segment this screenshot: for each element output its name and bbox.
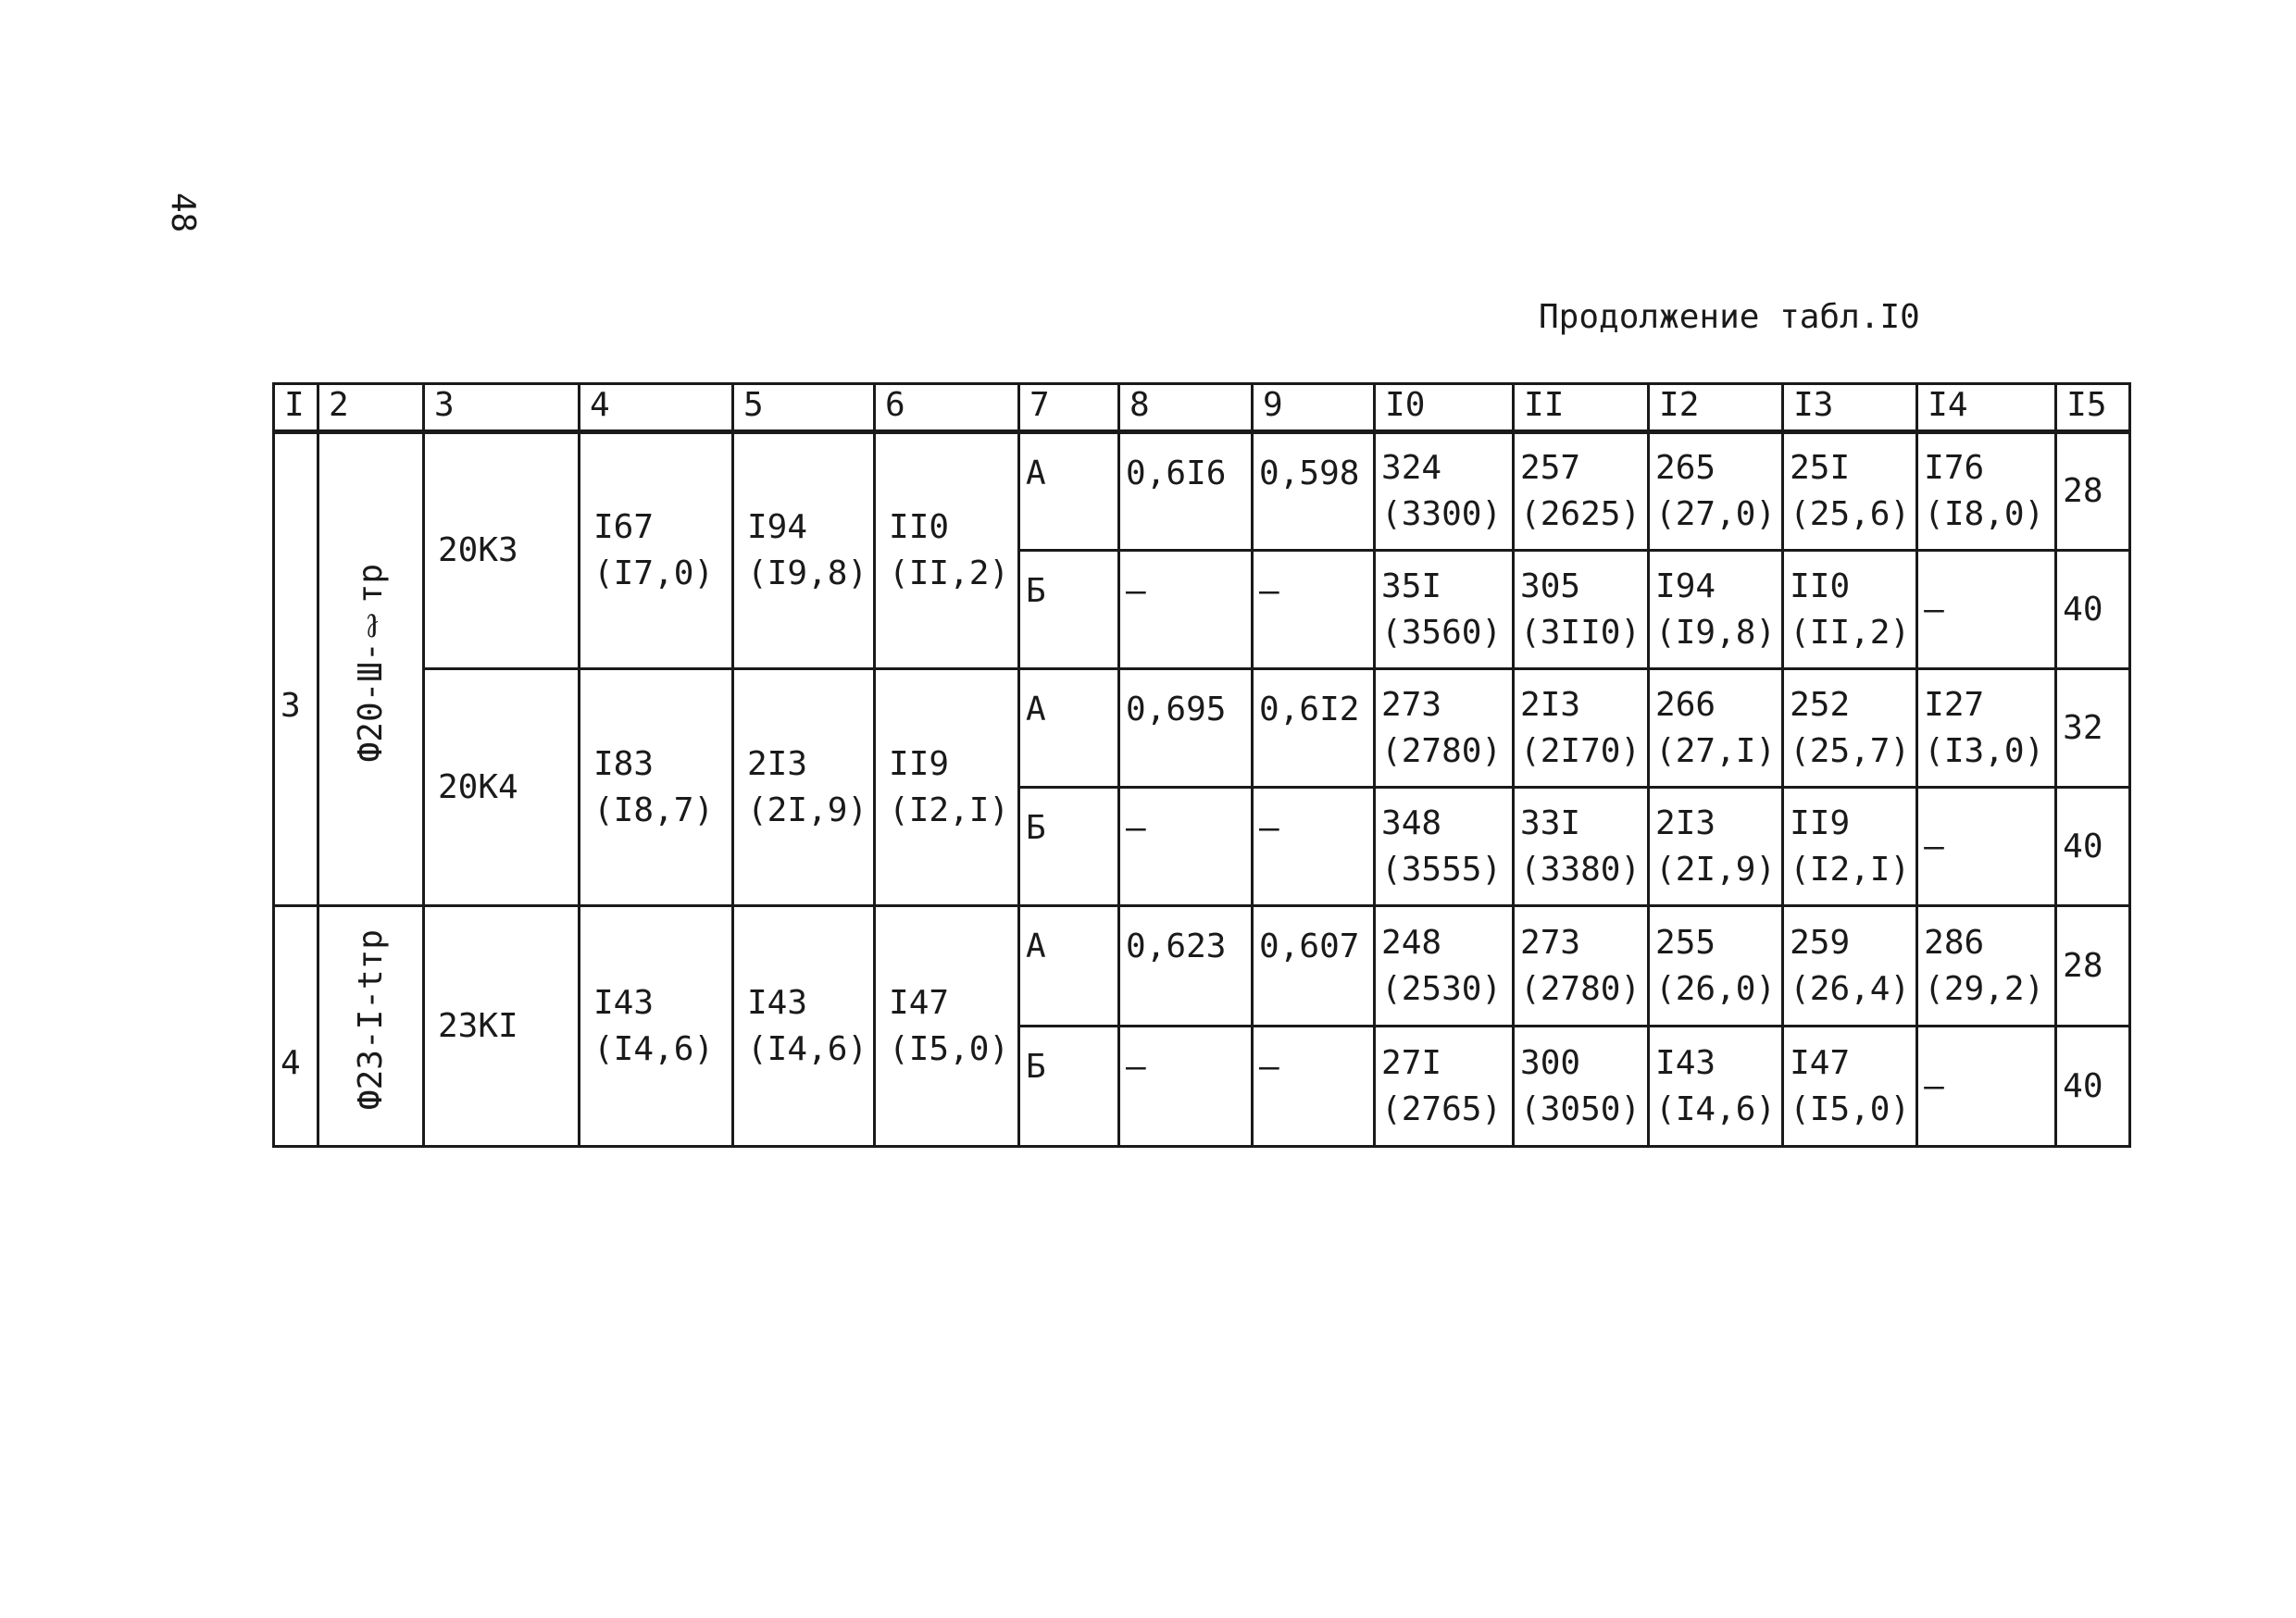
col-12-value — [1649, 906, 1783, 1027]
col-10-value — [1375, 788, 1514, 906]
page-number: 48 — [164, 193, 202, 233]
col-5-value — [733, 669, 875, 906]
col-4-value — [580, 906, 733, 1147]
col-11-value — [1514, 669, 1649, 788]
header-cell: 8 — [1119, 384, 1253, 432]
col-13-value-line: 252 — [1790, 685, 1851, 724]
col-13-value — [1783, 551, 1917, 669]
col-11-value — [1514, 551, 1649, 669]
col-11-value-line: 33I — [1520, 803, 1581, 842]
col-12-value-line: (2I,9) — [1655, 850, 1777, 889]
header-cell: 9 — [1253, 384, 1375, 432]
col-11-value-line: (3II0) — [1520, 613, 1641, 652]
col-13-value-line: (I2,I) — [1790, 850, 1911, 889]
col-12-value — [1649, 669, 1783, 788]
col-14-value — [1917, 432, 2056, 551]
col-6-value-line: I47 — [889, 983, 950, 1022]
group-number: 3 — [274, 432, 318, 906]
col-10-value-line: (2530) — [1381, 969, 1503, 1008]
col-4-value-line: (I8,7) — [593, 790, 715, 829]
col-6-value-line: (I5,0) — [889, 1029, 1010, 1068]
col-10-value — [1375, 669, 1514, 788]
col-8-value: 0,623 — [1119, 906, 1253, 1027]
header-cell: II — [1514, 384, 1649, 432]
col-5-value-line: I94 — [747, 508, 808, 546]
col-11-value-line: (2625) — [1520, 495, 1641, 533]
col-14-value: – — [1917, 1027, 2056, 1147]
col-9-value: – — [1253, 788, 1375, 906]
col-15-value: 28 — [2056, 906, 2130, 1027]
col-12-value-line: (I4,6) — [1655, 1089, 1777, 1128]
table-row — [274, 906, 2130, 1027]
col-5-value-line: (2I,9) — [747, 790, 868, 829]
col-6-value — [875, 906, 1019, 1147]
col-12-value — [1649, 432, 1783, 551]
header-cell: 2 — [318, 384, 424, 432]
col-4-value — [580, 669, 733, 906]
col-6-value — [875, 669, 1019, 906]
col-6-value-line: II9 — [889, 744, 950, 783]
col-9-value: – — [1253, 1027, 1375, 1147]
col-9-value: 0,6I2 — [1253, 669, 1375, 788]
header-cell: 6 — [875, 384, 1019, 432]
col-15-value: 28 — [2056, 432, 2130, 551]
col-14-value — [1917, 669, 2056, 788]
header-cell: I0 — [1375, 384, 1514, 432]
col-4-value-line: (I7,0) — [593, 554, 715, 592]
col-14-value-line: I76 — [1924, 449, 1985, 487]
col-5-value — [733, 432, 875, 669]
header-cell: 5 — [733, 384, 875, 432]
table-row — [274, 432, 2130, 551]
col-9-value: 0,598 — [1253, 432, 1375, 551]
col-9-value: – — [1253, 551, 1375, 669]
col-12-value-line: (26,0) — [1655, 969, 1777, 1008]
col-12-value-line: 265 — [1655, 449, 1716, 487]
col-12-value — [1649, 788, 1783, 906]
header-cell: 7 — [1019, 384, 1119, 432]
col-8-value: 0,695 — [1119, 669, 1253, 788]
col-11-value-line: 2I3 — [1520, 685, 1581, 724]
col-13-value-line: I47 — [1790, 1043, 1851, 1082]
table-row — [274, 669, 2130, 788]
col-8-value: – — [1119, 788, 1253, 906]
col-15-value: 40 — [2056, 788, 2130, 906]
col-5-value-line: 2I3 — [747, 744, 808, 783]
col-11-value — [1514, 788, 1649, 906]
col-13-value-line: (26,4) — [1790, 969, 1911, 1008]
col-5-value-line: (I4,6) — [747, 1029, 868, 1068]
col-7-value: Б — [1019, 551, 1119, 669]
col-10-value — [1375, 432, 1514, 551]
header-cell: I — [274, 384, 318, 432]
col-7-value: А — [1019, 669, 1119, 788]
group-code — [318, 906, 424, 1147]
col-7-value: Б — [1019, 788, 1119, 906]
col-5-value-line: (I9,8) — [747, 554, 868, 592]
col-6-value-line: (I2,I) — [889, 790, 1010, 829]
col-9-value: 0,607 — [1253, 906, 1375, 1027]
col-10-value-line: (3300) — [1381, 495, 1503, 533]
col-10-value — [1375, 551, 1514, 669]
col-13-value-line: (25,7) — [1790, 731, 1911, 770]
header-cell: I3 — [1783, 384, 1917, 432]
col-4-value-line: (I4,6) — [593, 1029, 715, 1068]
steel-grade: 20К3 — [424, 432, 580, 669]
header-cell: I2 — [1649, 384, 1783, 432]
col-6-value-line: (II,2) — [889, 554, 1010, 592]
col-12-value-line: I94 — [1655, 566, 1716, 605]
col-11-value — [1514, 432, 1649, 551]
col-14-value: – — [1917, 788, 2056, 906]
col-13-value-line: 259 — [1790, 923, 1851, 962]
col-12-value-line: I43 — [1655, 1043, 1716, 1082]
header-row — [274, 384, 2130, 432]
col-14-value-line: I27 — [1924, 685, 1985, 724]
col-12-value-line: 266 — [1655, 685, 1716, 724]
steel-grade: 20К4 — [424, 669, 580, 906]
col-14-value — [1917, 906, 2056, 1027]
col-13-value — [1783, 1027, 1917, 1147]
col-14-value: – — [1917, 551, 2056, 669]
col-7-value: А — [1019, 432, 1119, 551]
col-11-value-line: (3050) — [1520, 1089, 1641, 1128]
col-10-value-line: 35I — [1381, 566, 1442, 605]
group-code-text: Ф20-Ш-ℓтр — [351, 563, 390, 763]
col-11-value-line: 273 — [1520, 923, 1581, 962]
col-13-value-line: (II,2) — [1790, 613, 1911, 652]
col-8-value: – — [1119, 551, 1253, 669]
col-13-value-line: 25I — [1790, 449, 1851, 487]
col-12-value-line: (I9,8) — [1655, 613, 1777, 652]
col-10-value-line: (3555) — [1381, 850, 1503, 889]
col-11-value-line: 305 — [1520, 566, 1581, 605]
col-12-value-line: 2I3 — [1655, 803, 1716, 842]
col-11-value-line: 257 — [1520, 449, 1581, 487]
col-14-value-line: 286 — [1924, 923, 1985, 962]
col-13-value — [1783, 788, 1917, 906]
col-15-value: 40 — [2056, 1027, 2130, 1147]
col-13-value-line: (I5,0) — [1790, 1089, 1911, 1128]
col-5-value-line: I43 — [747, 983, 808, 1022]
col-11-value-line: 300 — [1520, 1043, 1581, 1082]
col-7-value: Б — [1019, 1027, 1119, 1147]
data-table — [272, 382, 2131, 1148]
col-10-value-line: (2780) — [1381, 731, 1503, 770]
col-12-value-line: 255 — [1655, 923, 1716, 962]
steel-grade: 23КI — [424, 906, 580, 1147]
col-6-value — [875, 432, 1019, 669]
col-12-value-line: (27,0) — [1655, 495, 1777, 533]
col-10-value-line: 273 — [1381, 685, 1442, 724]
col-4-value — [580, 432, 733, 669]
col-11-value-line: (3380) — [1520, 850, 1641, 889]
table-caption: Продолжение табл.I0 — [1539, 298, 1920, 336]
header-cell: 4 — [580, 384, 733, 432]
group-number: 4 — [274, 906, 318, 1147]
col-15-value: 32 — [2056, 669, 2130, 788]
col-10-value — [1375, 906, 1514, 1027]
col-14-value-line: (I3,0) — [1924, 731, 2045, 770]
col-14-value-line: (I8,0) — [1924, 495, 2045, 533]
header-cell: I4 — [1917, 384, 2056, 432]
col-13-value-line: II0 — [1790, 566, 1851, 605]
header-cell: 3 — [424, 384, 580, 432]
group-code — [318, 432, 424, 906]
col-13-value — [1783, 906, 1917, 1027]
col-11-value-line: (2I70) — [1520, 731, 1641, 770]
header-cell: I5 — [2056, 384, 2130, 432]
col-10-value-line: 248 — [1381, 923, 1442, 962]
col-8-value: – — [1119, 1027, 1253, 1147]
col-11-value-line: (2780) — [1520, 969, 1641, 1008]
col-10-value-line: 324 — [1381, 449, 1442, 487]
col-13-value-line: II9 — [1790, 803, 1851, 842]
col-10-value — [1375, 1027, 1514, 1147]
col-8-value: 0,6I6 — [1119, 432, 1253, 551]
col-10-value-line: 348 — [1381, 803, 1442, 842]
col-12-value-line: (27,I) — [1655, 731, 1777, 770]
col-11-value — [1514, 1027, 1649, 1147]
col-4-value-line: I43 — [593, 983, 655, 1022]
col-13-value — [1783, 669, 1917, 788]
col-4-value-line: I67 — [593, 508, 655, 546]
col-10-value-line: (3560) — [1381, 613, 1503, 652]
col-14-value-line: (29,2) — [1924, 969, 2045, 1008]
col-12-value — [1649, 1027, 1783, 1147]
col-10-value-line: 27I — [1381, 1043, 1442, 1082]
col-6-value-line: II0 — [889, 508, 950, 546]
col-12-value — [1649, 551, 1783, 669]
table-body — [274, 384, 2130, 1147]
col-4-value-line: I83 — [593, 744, 655, 783]
col-11-value — [1514, 906, 1649, 1027]
group-code-text: Ф23-I-tтр — [351, 928, 390, 1111]
col-10-value-line: (2765) — [1381, 1089, 1503, 1128]
col-7-value: А — [1019, 906, 1119, 1027]
col-15-value: 40 — [2056, 551, 2130, 669]
col-5-value — [733, 906, 875, 1147]
col-13-value-line: (25,6) — [1790, 495, 1911, 533]
col-13-value — [1783, 432, 1917, 551]
